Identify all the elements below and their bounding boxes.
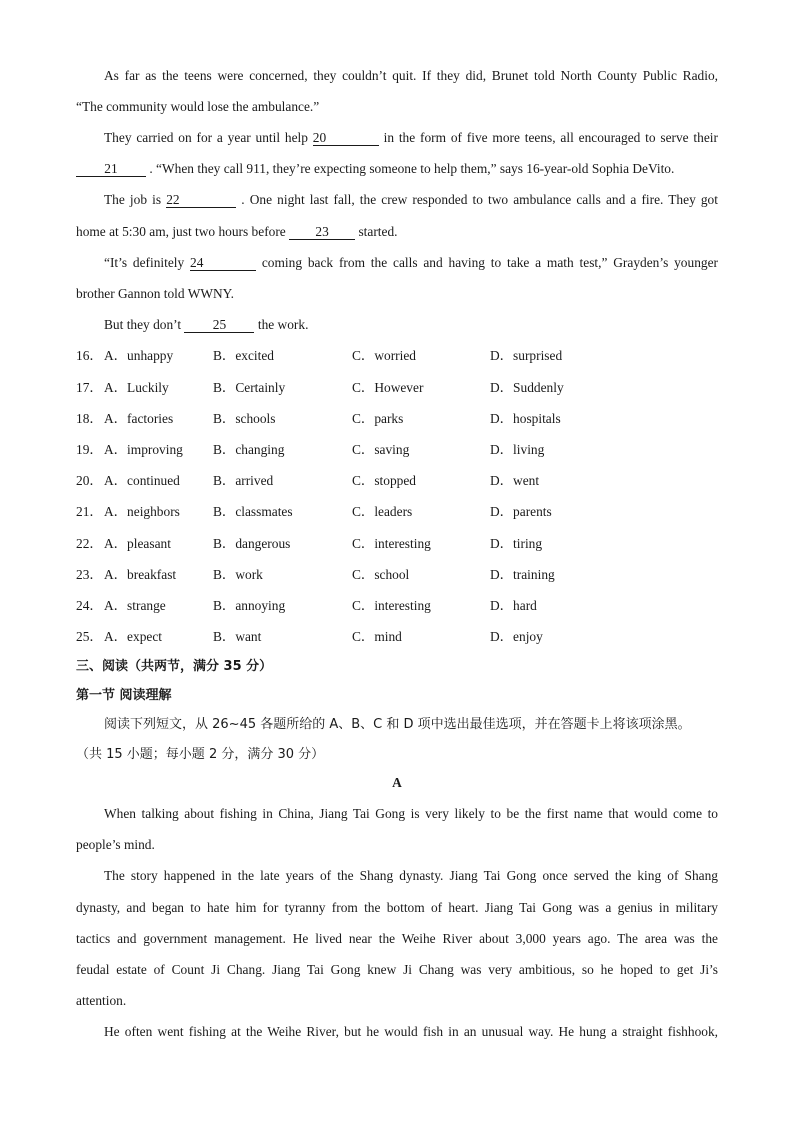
option-a: A．unhappy [104,348,174,363]
passage-a-line: tactics and government management. He lived near the Weihe River about 3,000 years ago. The area was the [76,931,718,946]
option-a: A．expect [104,629,163,644]
option-a: A．factories [104,411,174,426]
question-number: 24． [76,598,103,613]
passage-line [104,253,718,273]
passage-text: . “When they call 911, they’re expecting someone to help them,” says 16-year-old Sophia DeVito. [149,161,675,176]
option-d: D．tiring [490,536,543,551]
option-c: C．worried [352,348,416,363]
passage-text: The job is [104,192,162,207]
option-c: C．leaders [352,504,413,519]
option-a: A．continued [104,473,180,488]
question-number: 19． [76,442,103,457]
blank-23: 23 [289,224,355,240]
passage-a-line: attention. [76,993,127,1008]
question-number: 16． [76,348,103,363]
passage-text: the work. [257,317,309,332]
question-number: 25． [76,629,103,644]
option-c: C．saving [352,442,410,457]
question-number: 17． [76,380,103,395]
option-a: A．breakfast [104,567,177,582]
option-c: C．interesting [352,536,431,551]
option-c: C．school [352,567,410,582]
option-c: C．However [352,380,424,395]
passage-a-line: feudal estate of Count Ji Chang. Jiang Tai Gong knew Ji Chang was very ambitious, so he hoped to get Ji’s [76,962,718,977]
passage-text: coming back from the calls and having to take a math test,” Grayden’s younger [261,255,718,270]
option-b: B．annoying [213,598,286,613]
section-title: 三、阅读（共两节，满分 35 分） [76,659,273,674]
option-a: A．neighbors [104,504,180,519]
option-d: D．training [490,567,555,582]
option-b: B．dangerous [213,536,291,551]
option-b: B．Certainly [213,380,286,395]
passage-text: They carried on for a year until help [104,130,308,145]
question-number: 22． [76,536,103,551]
option-a: A．pleasant [104,536,171,551]
passage-a-line: He often went fishing at the Weihe River, but he would fish in an unusual way. He hung a straight fishhook, [104,1024,718,1039]
option-d: D．hospitals [490,411,561,426]
passage-line [104,66,718,86]
passage-line [104,128,718,148]
option-d: D．living [490,442,545,457]
passage-line [76,97,718,117]
option-b: B．changing [213,442,285,457]
option-d: D．went [490,473,540,488]
option-a: A．strange [104,598,166,613]
question-number: 21． [76,504,103,519]
option-d: D．Suddenly [490,380,564,395]
option-b: B．work [213,567,263,582]
question-number: 23． [76,567,103,582]
passage-line [76,284,718,304]
passage-text: started. [358,224,398,239]
passage-text: in the form of five more teens, all encouraged to serve their [383,130,718,145]
option-c: C．mind [352,629,402,644]
option-b: B．schools [213,411,276,426]
passage-line [104,190,718,210]
passage-text: “It’s definitely [104,255,185,270]
option-a: A．improving [104,442,183,457]
option-c: C．stopped [352,473,416,488]
passage-text: home at 5:30 am, just two hours before [76,224,286,239]
passage-line [76,159,718,179]
passage-a-line: When talking about fishing in China, Jiang Tai Gong is very likely to be the first name that would come to [104,806,718,821]
section-instructions: 阅读下列短文，从 26~45 各题所给的 A、B、C 和 D 项中选出最佳选项，并在答题卡上将该项涂黑。 [104,717,691,732]
question-number: 20． [76,473,103,488]
passage-a-line: dynasty, and began to hate him for tyranny from the bottom of heart. Jiang Tai Gong was a genius in military [76,900,718,915]
option-b: B．classmates [213,504,293,519]
option-d: D．hard [490,598,537,613]
passage-text: But they don’t [104,317,182,332]
passage-line [76,222,718,242]
passage-text: . One night last fall, the crew responded to two ambulance calls and a fire. They got [241,192,718,207]
option-d: D．surprised [490,348,563,363]
blank-20: 20 [313,130,379,146]
blank-24: 24 [190,255,256,271]
option-b: B．arrived [213,473,274,488]
passage-a-line: The story happened in the late years of the Shang dynasty. Jiang Tai Gong once served the king of Shang [104,868,718,883]
option-b: B．want [213,629,262,644]
question-number: 18． [76,411,103,426]
passage-a-line: people’s mind. [76,837,155,852]
option-b: B．excited [213,348,274,363]
passage-heading: A [392,775,402,790]
blank-22: 22 [166,192,236,208]
passage-text: “The community would lose the ambulance.” [76,99,320,114]
section-instructions-note: （共 15 小题；每小题 2 分，满分 30 分） [76,747,325,762]
blank-21: 21 [76,161,146,177]
section-subtitle: 第一节 阅读理解 [76,688,172,703]
option-a: A．Luckily [104,380,169,395]
option-c: C．interesting [352,598,431,613]
passage-text: brother Gannon told WWNY. [76,286,234,301]
passage-text: As far as the teens were concerned, they couldn’t quit. If they did, Brunet told North County Public Radio, [104,68,718,83]
option-c: C．parks [352,411,404,426]
option-d: D．enjoy [490,629,543,644]
blank-25: 25 [184,317,254,333]
passage-line [104,315,718,335]
option-d: D．parents [490,504,552,519]
